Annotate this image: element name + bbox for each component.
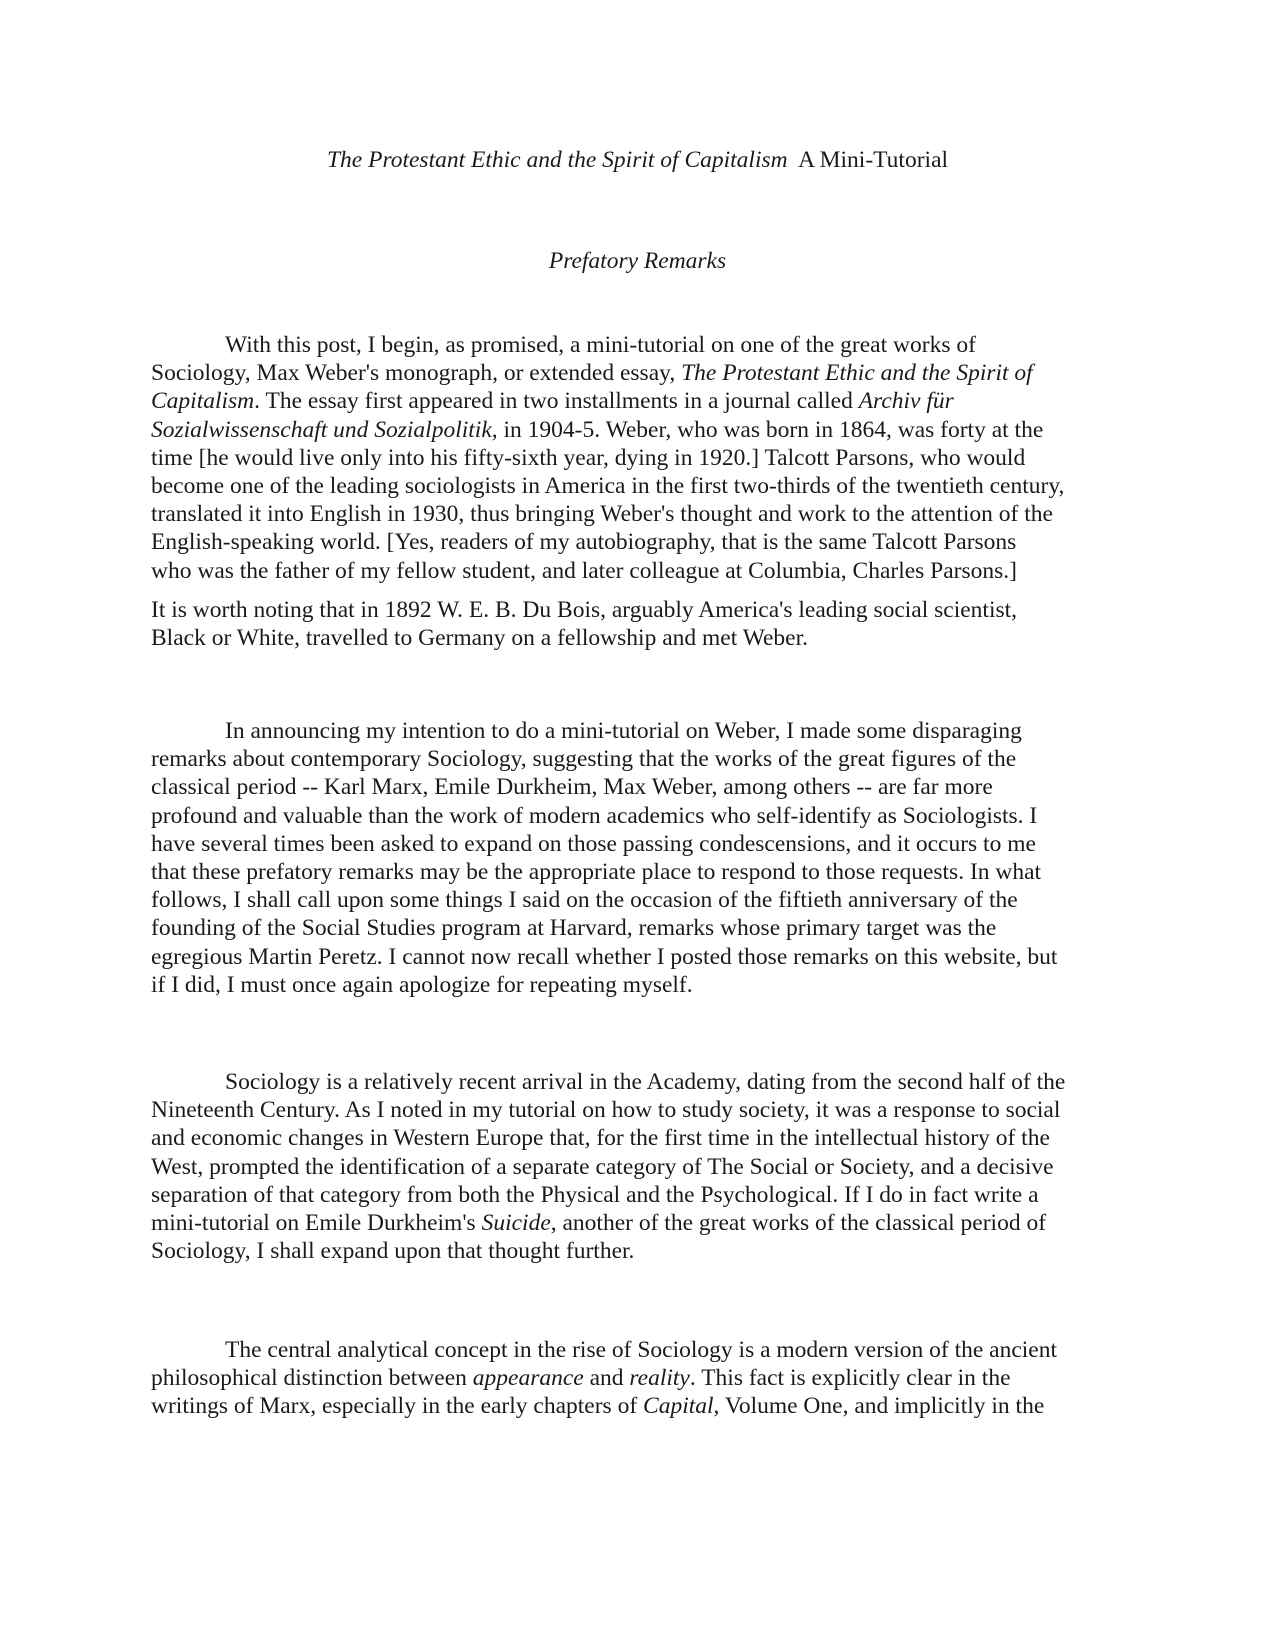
text-line: In announcing my intention to do a mini-tutorial on Weber, I made some disparaging — [225, 718, 1022, 744]
text-line: remarks about contemporary Sociology, suggesting that the works of the great figures of the — [151, 746, 1017, 773]
title-book-name: The Protestant Ethic and the Spirit of Capitalism — [326, 147, 788, 173]
text-line: founding of the Social Studies program at Harvard, remarks whose primary target was the — [151, 915, 997, 942]
text-line: that these prefatory remarks may be the appropriate place to respond to those requests. In what — [151, 859, 1042, 886]
text-line: English-speaking world. [Yes, readers of my autobiography, that is the same Talcott Parsons — [151, 529, 1017, 556]
document-title — [0, 146, 1275, 174]
text-line: Sociology, I shall expand upon that thought further. — [151, 1238, 635, 1265]
text-line: Sociology, Max Weber's monograph, or extended essay, The Protestant Ethic and the Spirit of — [151, 360, 1033, 387]
text-line: separation of that category from both the Physical and the Psychological. If I do in fact write a — [151, 1181, 1039, 1208]
text-line: time [he would live only into his fifty-sixth year, dying in 1920.] Talcott Parsons, who would — [151, 444, 1026, 471]
text-line: It is worth noting that in 1892 W. E. B. Du Bois, arguably America's leading social scientist, — [151, 597, 1018, 623]
text-line: become one of the leading sociologists in America in the first two-thirds of the twentieth century, — [151, 473, 1065, 500]
text-line: Sozialwissenschaft und Sozialpolitik, in 1904-5. Weber, who was born in 1864, was forty at the — [151, 416, 1044, 443]
paragraph-3 — [151, 717, 1131, 999]
text-line: translated it into English in 1930, thus bringing Weber's thought and work to the attention of the — [151, 501, 1053, 528]
text-line: Sociology is a relatively recent arrival in the Academy, dating from the second half of the — [225, 1069, 1066, 1095]
text-line: if I did, I must once again apologize for repeating myself. — [151, 971, 693, 998]
text-line: Nineteenth Century. As I noted in my tutorial on how to study society, it was a response to social — [151, 1097, 1061, 1124]
text-line: profound and valuable than the work of modern academics who self-identify as Sociologists. I — [151, 802, 1038, 829]
text-line: who was the father of my fellow student, and later colleague at Columbia, Charles Parsons.] — [151, 557, 1018, 584]
text-line: egregious Martin Peretz. I cannot now recall whether I posted those remarks on this website, but — [151, 943, 1058, 970]
paragraph-4 — [151, 1068, 1131, 1265]
text-line: mini-tutorial on Emile Durkheim's Suicide, another of the great works of the classical period of — [151, 1210, 1047, 1237]
text-line: With this post, I begin, as promised, a mini-tutorial on one of the great works of — [225, 332, 976, 358]
section-heading: Prefatory Remarks — [548, 248, 727, 274]
text-line: Black or White, travelled to Germany on a fellowship and met Weber. — [151, 625, 809, 652]
text-line: West, prompted the identification of a separate category of The Social or Society, and a decisive — [151, 1153, 1054, 1180]
text-line: follows, I shall call upon some things I said on the occasion of the fiftieth anniversary of the — [151, 887, 1018, 914]
paragraph-5 — [151, 1336, 1131, 1421]
text-line: Capitalism. The essay first appeared in two installments in a journal called Archiv für — [151, 388, 954, 415]
text-line: writings of Marx, especially in the early chapters of Capital, Volume One, and implicitly in the — [151, 1393, 1045, 1420]
text-line: and economic changes in Western Europe that, for the first time in the intellectual history of the — [151, 1125, 1050, 1152]
text-line: have several times been asked to expand on those passing condescensions, and it occurs to me — [151, 830, 1036, 857]
paragraph-1 — [151, 331, 1131, 585]
paragraph-2 — [151, 596, 1131, 652]
text-line: classical period -- Karl Marx, Emile Durkheim, Max Weber, among others -- are far more — [151, 774, 993, 801]
text-line: The central analytical concept in the rise of Sociology is a modern version of the ancient — [225, 1337, 1058, 1363]
text-line: philosophical distinction between appearance and reality. This fact is explicitly clear in the — [151, 1365, 1011, 1392]
title-suffix: A Mini-Tutorial — [798, 147, 949, 173]
